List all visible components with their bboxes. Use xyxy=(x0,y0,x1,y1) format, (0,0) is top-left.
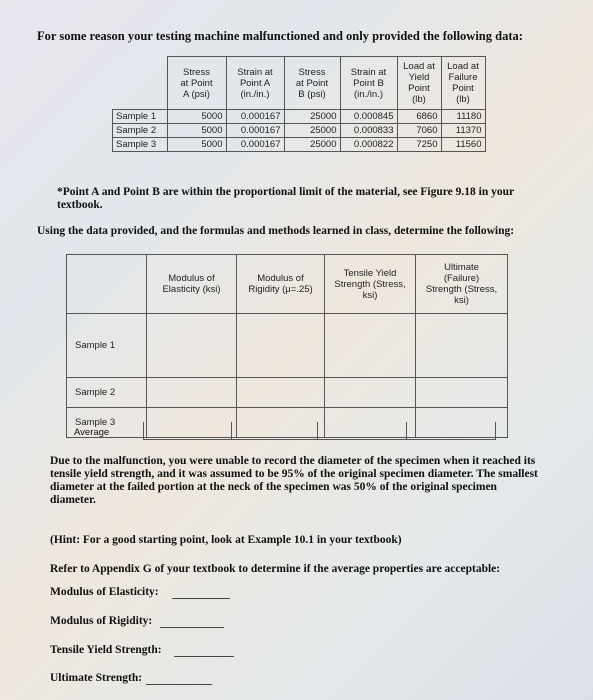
table-row xyxy=(67,314,508,378)
answer-cell[interactable] xyxy=(325,378,416,408)
data-table xyxy=(112,56,486,152)
table-row xyxy=(113,110,486,124)
note-text: *Point A and Point B are within the proportional limit of the material, see Figure 9.18 in your textbook. xyxy=(57,186,514,211)
table-cell: 0.000822 xyxy=(340,138,397,152)
result-table-header-row xyxy=(67,255,508,314)
table-cell: 6860 xyxy=(397,110,441,124)
answer-cell[interactable] xyxy=(325,314,416,378)
table-cell: 0.000167 xyxy=(226,138,284,152)
result-table-corner xyxy=(67,255,147,314)
result-table-header: Modulus of Elasticity (ksi) xyxy=(147,255,237,314)
data-table-header: Load at Yield Point (lb) xyxy=(397,57,441,110)
result-table-header: Ultimate (Failure) Strength (Stress, ksi) xyxy=(416,255,508,314)
data-table-header-row xyxy=(113,57,486,110)
row-label: Sample 3 xyxy=(113,138,168,152)
answer-cell[interactable] xyxy=(237,314,325,378)
result-table xyxy=(66,254,508,438)
result-table-header: Modulus of Rigidity (μ=.25) xyxy=(237,255,325,314)
field-tensile-yield xyxy=(50,644,162,656)
row-label: Sample 1 xyxy=(67,314,147,378)
field-label: Tensile Yield Strength: xyxy=(50,644,162,656)
table-row xyxy=(113,124,486,138)
answer-cell[interactable] xyxy=(147,378,237,408)
table-cell: 0.000845 xyxy=(340,110,397,124)
table-row xyxy=(67,378,508,408)
average-label: Average xyxy=(74,427,110,438)
answer-blank-ultimate-strength[interactable] xyxy=(146,684,212,685)
row-label: Sample 2 xyxy=(113,124,168,138)
data-table-header: Stress at Point B (psi) xyxy=(284,57,340,110)
hint-text: (Hint: For a good starting point, look at Example 10.1 in your textbook) xyxy=(50,534,402,546)
answer-blank-modulus-rigidity[interactable] xyxy=(160,627,224,628)
result-table-header: Tensile Yield Strength (Stress, ksi) xyxy=(325,255,416,314)
intro-text: For some reason your testing machine malfunctioned and only provided the following data: xyxy=(37,29,523,43)
field-modulus-elasticity xyxy=(50,586,159,598)
average-cell[interactable] xyxy=(143,422,232,440)
field-modulus-rigidity xyxy=(50,615,152,627)
data-table-header: Stress at Point A (psi) xyxy=(167,57,226,110)
field-label: Modulus of Elasticity: xyxy=(50,586,159,598)
instruction-text: Using the data provided, and the formulas and methods learned in class, determine the following: xyxy=(37,225,515,237)
table-cell: 5000 xyxy=(167,124,226,138)
answer-cell[interactable] xyxy=(147,314,237,378)
field-ultimate-strength xyxy=(50,672,142,684)
answer-blank-modulus-elasticity[interactable] xyxy=(172,598,230,599)
row-label: Sample 1 xyxy=(113,110,168,124)
data-table-header: Load at Failure Point (lb) xyxy=(441,57,485,110)
table-cell: 25000 xyxy=(284,110,340,124)
average-cell[interactable] xyxy=(317,422,407,440)
table-cell: 7250 xyxy=(397,138,441,152)
average-cell[interactable] xyxy=(406,422,496,440)
answer-cell[interactable] xyxy=(237,378,325,408)
table-cell: 11180 xyxy=(441,110,485,124)
table-cell: 5000 xyxy=(167,110,226,124)
table-cell: 11370 xyxy=(441,124,485,138)
table-cell: 0.000167 xyxy=(226,110,284,124)
data-table-corner xyxy=(113,57,168,110)
table-row xyxy=(113,138,486,152)
average-cell[interactable] xyxy=(231,422,318,440)
answer-cell[interactable] xyxy=(416,314,508,378)
refer-text: Refer to Appendix G of your textbook to determine if the average properties are acceptable: xyxy=(50,563,501,575)
table-cell: 0.000167 xyxy=(226,124,284,138)
malfunction-paragraph: Due to the malfunction, you were unable to record the diameter of the specimen when it reached its tensile yield strength, and it was assumed to be 95% of the original specimen diameter. The smallest diameter at the failed portion at the neck of the specimen was 50% of the original specimen diameter. xyxy=(50,455,538,506)
field-label: Ultimate Strength: xyxy=(50,672,143,684)
table-cell: 25000 xyxy=(284,138,340,152)
answer-cell[interactable] xyxy=(416,378,508,408)
row-label: Sample 2 xyxy=(67,378,147,408)
field-label: Modulus of Rigidity: xyxy=(50,615,153,627)
table-cell: 0.000833 xyxy=(340,124,397,138)
data-table-header: Strain at Point A (in./in.) xyxy=(226,57,284,110)
answer-blank-tensile-yield[interactable] xyxy=(174,656,234,657)
table-cell: 5000 xyxy=(167,138,226,152)
table-cell: 7060 xyxy=(397,124,441,138)
table-cell: 11560 xyxy=(441,138,485,152)
row-label: Sample 3 xyxy=(67,408,147,438)
table-cell: 25000 xyxy=(284,124,340,138)
average-row xyxy=(66,422,530,439)
data-table-header: Strain at Point B (in./in.) xyxy=(340,57,397,110)
